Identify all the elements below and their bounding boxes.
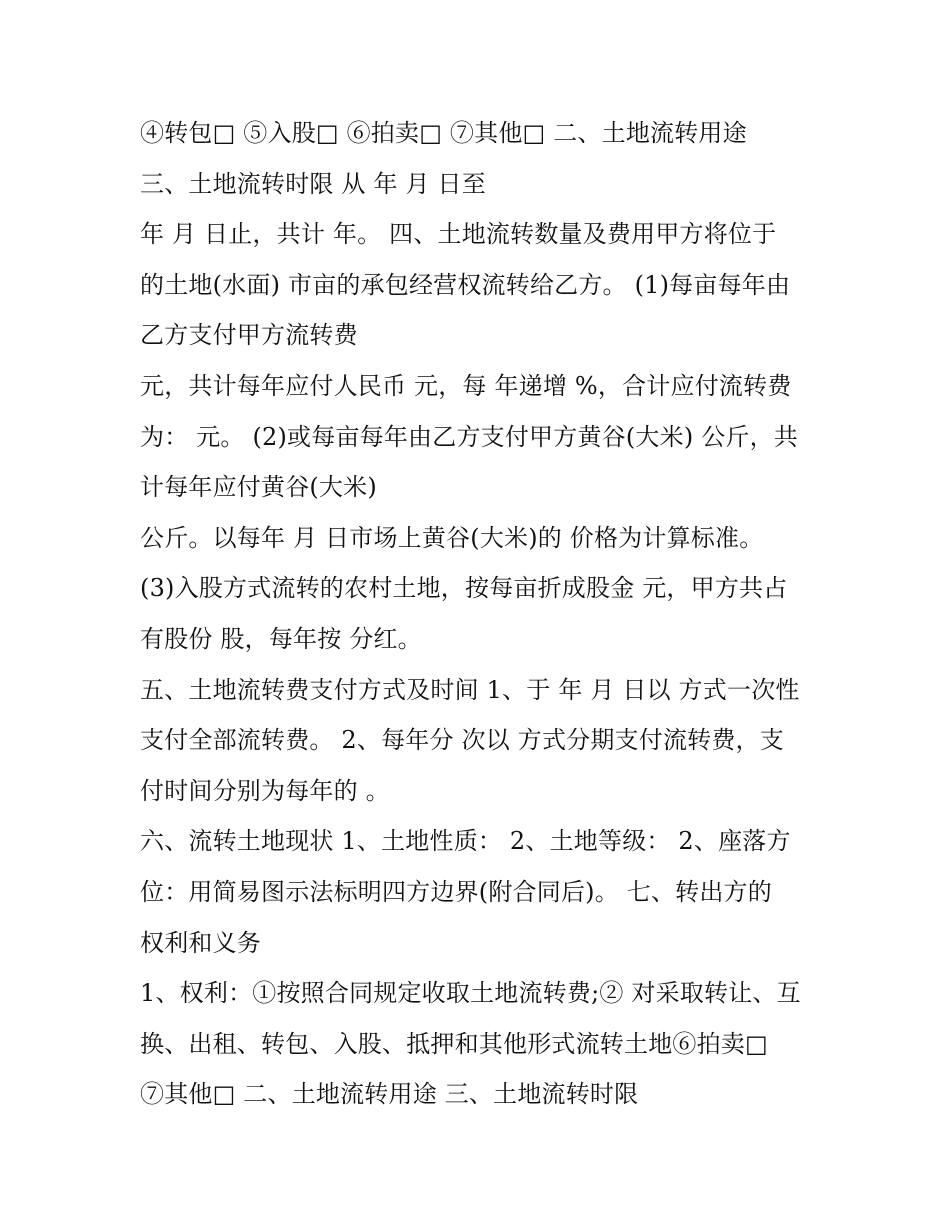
text-line: 位：用简易图示法标明四方边界(附合同后)。 七、转出方的 <box>140 877 772 906</box>
text-line: ⑦其他□ 二、土地流转用途 三、土地流转时限 <box>140 1080 639 1109</box>
text-line: 公斤。以每年 月 日市场上黄谷(大米)的 价格为计算标准。 <box>140 523 764 552</box>
text-line: 的土地(水面) 市亩的承包经营权流转给乙方。 (1)每亩每年由 <box>140 270 791 299</box>
text-line: 元，共计每年应付人民币 元，每 年递增 %，合计应付流转费 <box>140 371 792 400</box>
text-line: ④转包□ ⑤入股□ ⑥拍卖□ ⑦其他□ 二、土地流转用途 <box>140 119 747 147</box>
text-line: 六、流转土地现状 1、土地性质： 2、土地等级： 2、座落方 <box>140 827 791 856</box>
text-line: 权利和义务 <box>140 928 261 957</box>
text-line: 计每年应付黄谷(大米) <box>140 473 377 502</box>
text-line: 五、土地流转费支付方式及时间 1、于 年 月 日以 方式一次性 <box>140 675 800 704</box>
text-line: 乙方支付甲方流转费 <box>140 321 358 350</box>
text-line: 为： 元。 (2)或每亩每年由乙方支付甲方黄谷(大米) 公斤，共 <box>140 422 799 451</box>
text-line: 付时间分别为每年的 。 <box>140 776 390 805</box>
text-line: 三、土地流转时限 从 年 月 日至 <box>140 169 486 198</box>
text-line: 支付全部流转费。 2、每年分 次以 方式分期支付流转费，支 <box>140 726 784 755</box>
text-line: (3)入股方式流转的农村土地，按每亩折成股金 元，甲方共占 <box>140 574 788 603</box>
text-line: 1、权利：①按照合同规定收取土地流转费;② 对采取转让、互 <box>140 979 801 1008</box>
document-body <box>140 108 820 1120</box>
text-line: 换、出租、转包、入股、抵押和其他形式流转土地⑥拍卖□ <box>140 1029 768 1058</box>
text-line: 年 月 日止，共计 年。 四、土地流转数量及费用甲方将位于 <box>140 220 777 249</box>
text-line: 有股份 股，每年按 分红。 <box>140 624 422 653</box>
